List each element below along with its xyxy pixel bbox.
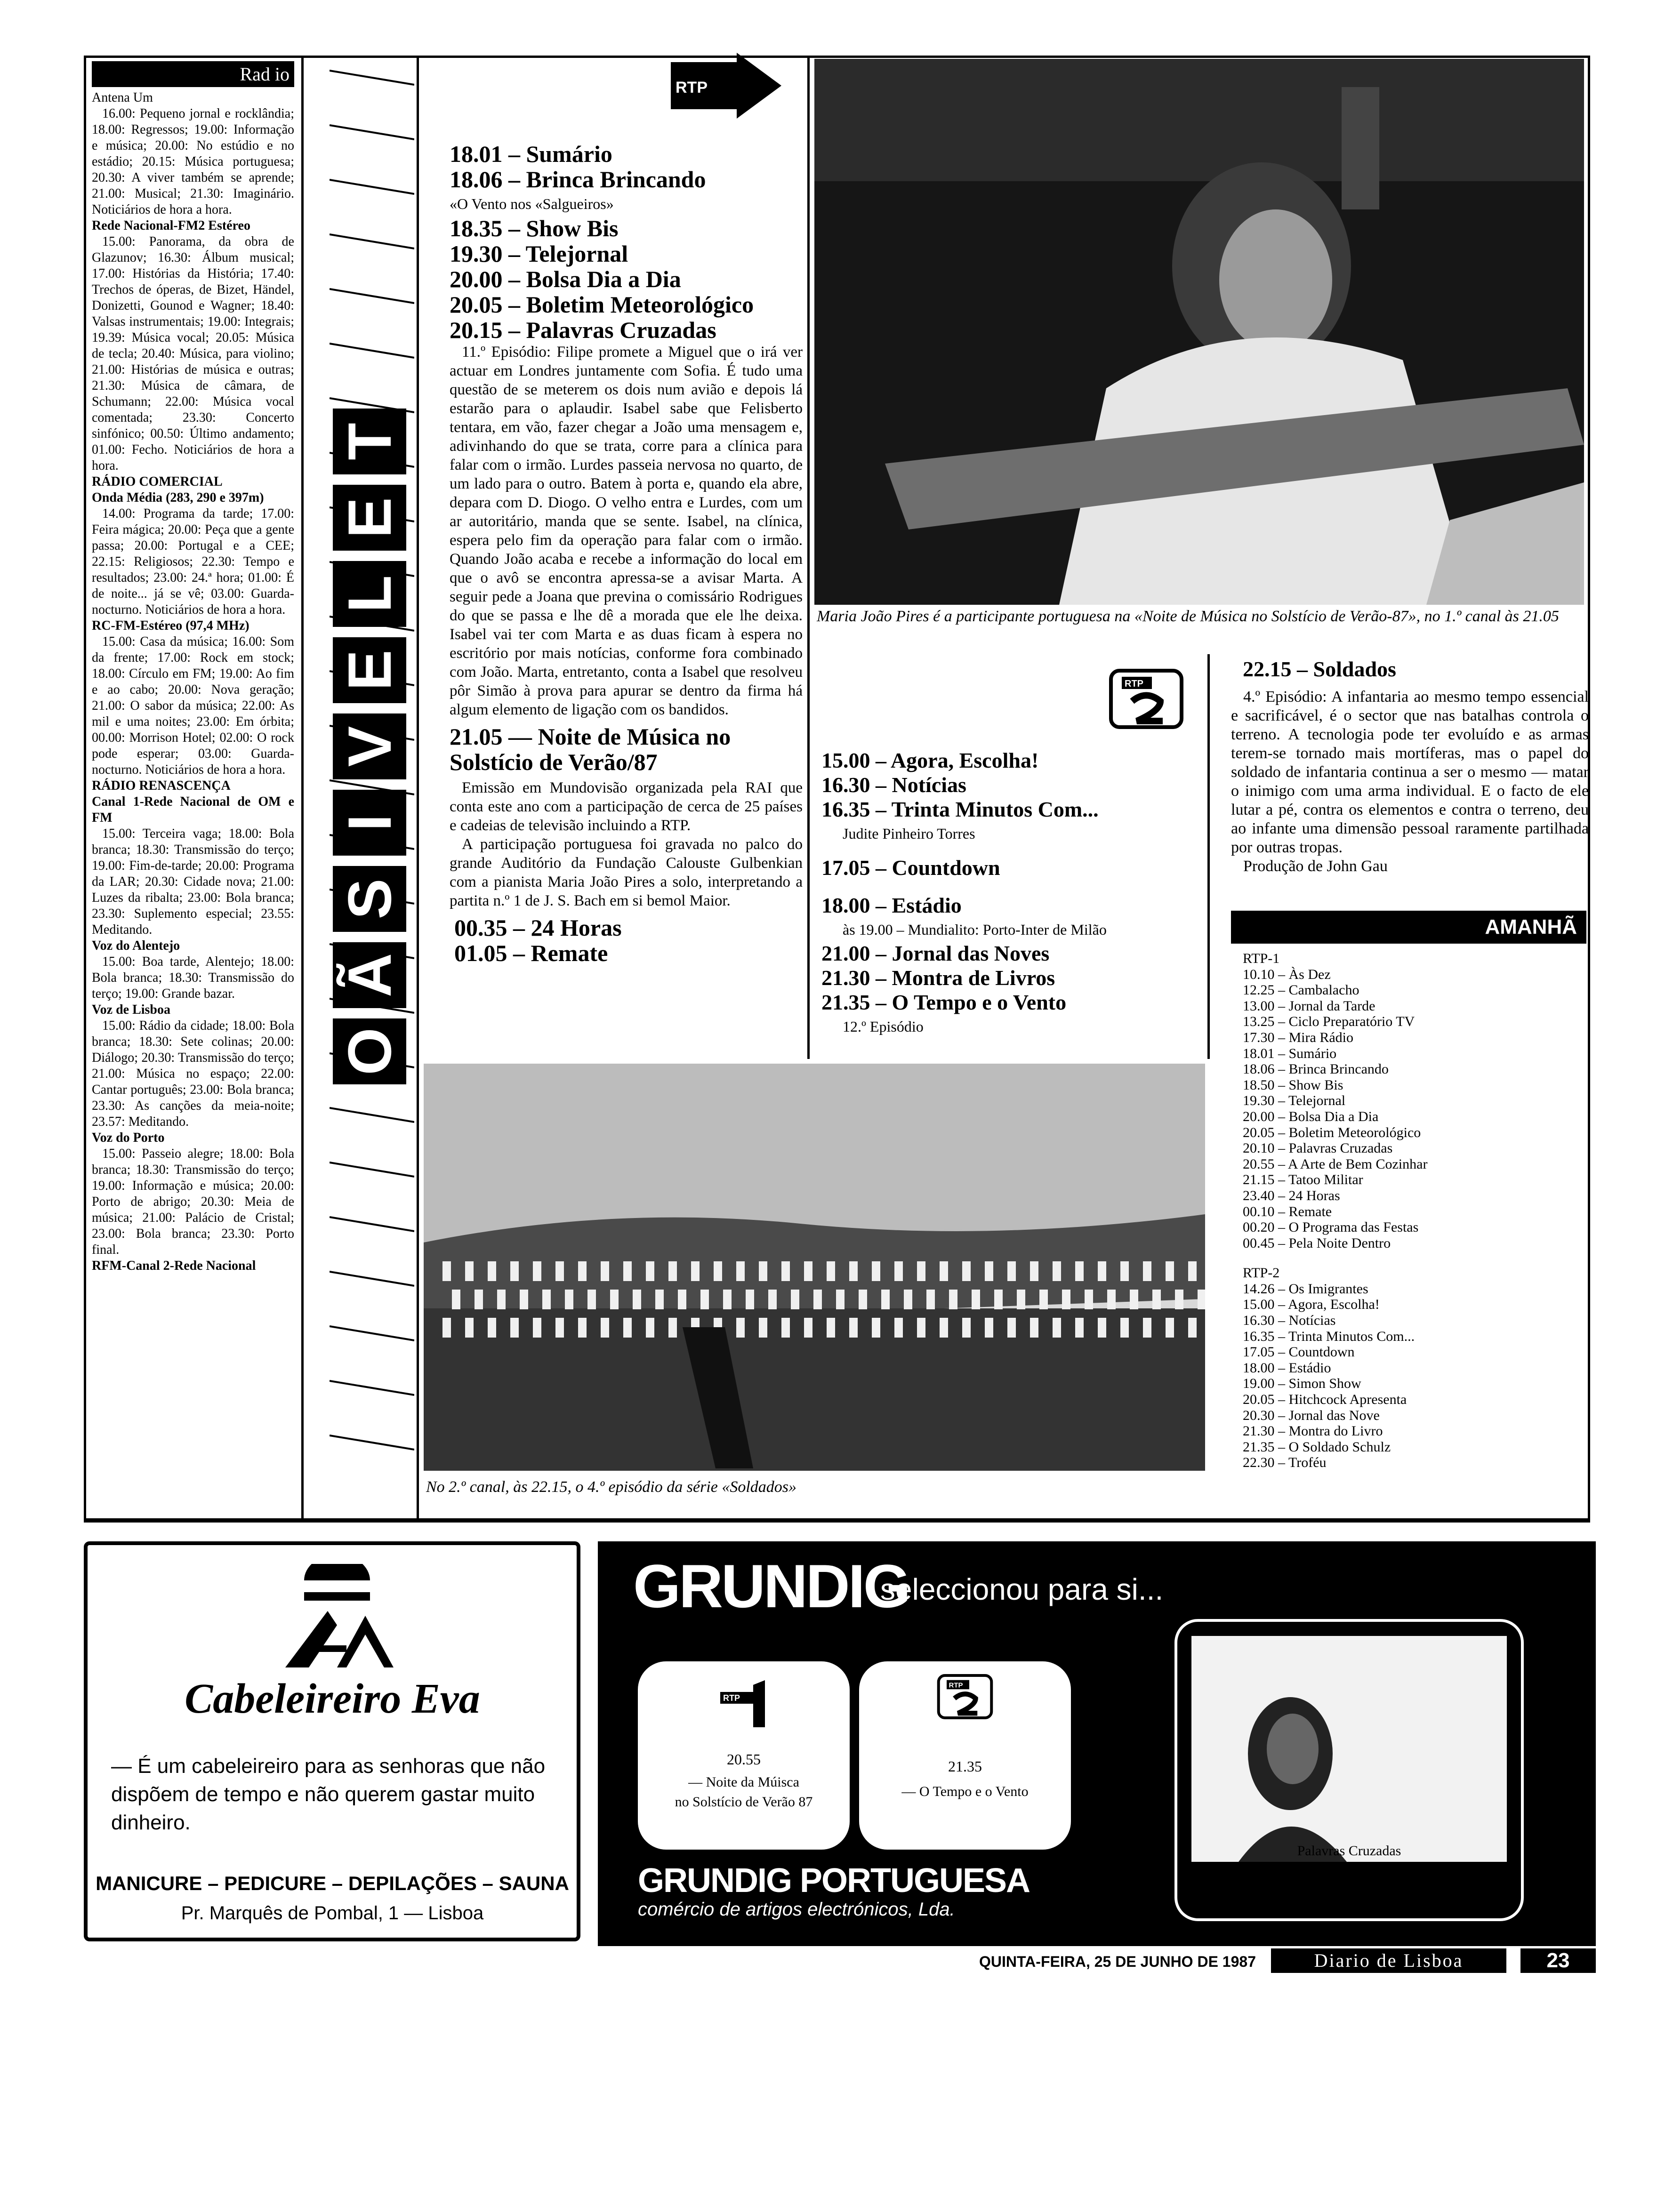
banner-line	[330, 125, 414, 139]
rtp2-program-title: 17.05 – Countdown	[821, 856, 1000, 880]
radio-station-name: RFM-Canal 2-Rede Nacional	[92, 1258, 256, 1273]
soldier-figure	[1198, 1290, 1205, 1309]
soldados-text: 4.º Episódio: A infantaria ao mesmo tempo essencial e sacrificável, é o sector que nas batalhas controla o terreno. A tecnologia pode ter evoluído e as armas terem-se tornado mais mortíferas, mas o papel do soldado de infantaria continua a ser o mesmo — matar o inimigo com uma arma individual. E o facto de ele lutar a pé, contra os elementos e contra o terreno, deu ao infante uma dimensão pessoal raramente partilhada por outras tropas.	[1231, 688, 1589, 856]
banner-line	[330, 234, 414, 248]
soldier-figure	[804, 1318, 812, 1338]
television-banner-letter: S	[333, 866, 406, 932]
soldier-figure	[488, 1318, 496, 1338]
amanha-rtp2-item: 22.30 – Troféu	[1243, 1455, 1327, 1471]
television-banner-letter: E	[333, 637, 406, 703]
amanha-rtp2-items	[1243, 1281, 1572, 1471]
ad-cabeleireiro-eva	[84, 1541, 580, 1941]
noite-musica-p2: A participação portuguesa foi gravada no palco do grande Auditório da Fundação Calouste Gulbenkian com a pianista Maria João Pires a solo, interpretando a partita n.º 1 de J. S. Bach em si bemol Maior.	[450, 836, 803, 909]
banner-line	[330, 1381, 414, 1395]
radio-station-name: RÁDIO COMERCIAL	[92, 474, 223, 489]
amanha-rtp2-item: 18.00 – Estádio	[1243, 1360, 1331, 1376]
photo-soldados	[424, 1064, 1205, 1471]
soldier-figure	[578, 1318, 587, 1338]
soldier-figure	[1120, 1318, 1129, 1338]
soldier-figure	[1175, 1290, 1183, 1309]
radio-station-programs: 14.00: Programa da tarde; 17.00: Feira mágica; 20.00: Peça que a gente passa; 20.00: Portugal e a CEE; 22.15: Religiosos; 22.30: Tempo e resultados; 23.00: 24.ª hora; 01.00: É de noite... já se vê; 03.00: Guarda-nocturno. Noticiários de hora a hora.	[92, 506, 294, 617]
grundig-tv-screen	[1191, 1636, 1507, 1862]
soldier-figure	[678, 1290, 686, 1309]
amanha-rtp2-item: 17.05 – Countdown	[1243, 1344, 1355, 1360]
radio-station-programs: 15.00: Casa da música; 16.00: Som da frente; 17.00: Rock em stock; 18.00: Círculo em FM; 19.00: Ao fim e ao cabo; 20.00: Nova geração; 21.00: O sabor da música; 22.00: As mil e uma noites; 23.00: Em órbita; 00.00: Morrison Hotel; 02.00: O rock pode esperar; 03.00: Guarda-nocturno. Noticiários de hora a hora.	[92, 634, 294, 777]
rtp2-schedule	[821, 748, 1203, 1038]
grundig-box1-line1: — Noite da Múisca	[688, 1774, 799, 1790]
soldier-figure	[1120, 1261, 1129, 1281]
rtp1-schedule	[450, 141, 803, 966]
column-divider	[807, 56, 810, 1059]
rtp2-small-logo	[937, 1671, 993, 1723]
soldier-figure	[859, 1290, 867, 1309]
rtp1-bottom-list	[450, 915, 803, 966]
soldier-figure	[723, 1290, 732, 1309]
soldier-figure	[646, 1261, 654, 1281]
amanha-rtp1-item: 20.10 – Palavras Cruzadas	[1243, 1140, 1393, 1156]
soldier-figure	[926, 1290, 935, 1309]
soldier-figure	[917, 1318, 925, 1338]
soldier-figure	[510, 1318, 519, 1338]
amanha-rtp1-item: 20.55 – A Arte de Bem Cozinhar	[1243, 1156, 1428, 1172]
tv-screen-image	[1191, 1636, 1507, 1862]
rtp2-program-title: 21.00 – Jornal das Noves	[821, 941, 1050, 965]
soldier-figure	[700, 1290, 709, 1309]
rtp1-logo-text: RTP	[676, 79, 708, 96]
amanha-rtp1-item: 20.00 – Bolsa Dia a Dia	[1243, 1108, 1379, 1124]
soldados-section	[1231, 657, 1589, 876]
rtp1-late-program: 00.35 – 24 Horas	[454, 914, 622, 941]
footer-page-number: 23	[1520, 1948, 1596, 1973]
rtp2-program-subtitle: 12.º Episódio	[843, 1018, 924, 1035]
soldier-figure	[985, 1261, 993, 1281]
soldier-figure	[768, 1290, 777, 1309]
soldier-figure	[668, 1318, 677, 1338]
soldier-figure	[940, 1318, 948, 1338]
soldier-figure	[610, 1290, 619, 1309]
radio-station-programs: 16.00: Pequeno jornal e rocklândia; 18.00: Regressos; 19.00: Informação e música; 20.00: No estúdio e no estádio; 20.15: Música portuguesa; 20.30: A viver também se aprende; 21.00: Musical; 21.30: Imaginário. Noticiários de hora a hora.	[92, 106, 294, 217]
grundig-brand: GRUNDIG	[633, 1552, 909, 1620]
amanha-rtp1-item: 12.25 – Cambalacho	[1243, 982, 1359, 998]
banner-line	[330, 1272, 414, 1286]
soldier-figure	[488, 1261, 496, 1281]
rtp1-program-title: 18.35 – Show Bis	[450, 215, 619, 241]
rtp1-program-title: 20.00 – Bolsa Dia a Dia	[450, 266, 681, 292]
soldier-figure	[442, 1318, 451, 1338]
rtp1-top-list	[450, 141, 803, 343]
radio-station-programs: 15.00: Passeio alegre; 18.00: Bola branca; 18.30: Transmissão do terço; 19.00: Informação e música; 20.00: Porto de abrigo; 20.30: Meia de música; 21.00: Palácio de Cristal; 23.00: Bola branca; 23.30: Porto final.	[92, 1146, 294, 1257]
soldier-figure	[962, 1318, 971, 1338]
soldier-figure	[872, 1261, 880, 1281]
soldier-figure	[555, 1318, 564, 1338]
radio-station-programs: 15.00: Panorama, da obra de Glazunov; 16.30: Álbum musical; 17.00: Histórias da História; 17.40: Trechos de óperas, de Bizet, Händel, Donizetti, Gounod e Wagner; 18.40: Valsas instrumentais; 19.00: Integrais; 19.39: Música vocal; 20.05: Música de tecla; 20.40: Música, para violino; 21.00: Histórias de música e outras; 21.30: Música de câmara, de Schumann; 22.00: Música vocal comentada; 23.30: Concerto sinfónico; 00.50: Último andamento; 01.00: Fecho. Noticiários de hora a hora.	[92, 234, 294, 473]
footer-paper-name: Diario de Lisboa	[1271, 1948, 1506, 1973]
rtp1-program-title: 18.06 – Brinca Brincando	[450, 166, 706, 192]
ad-grundig	[598, 1541, 1596, 1946]
svg-text:RTP: RTP	[949, 1681, 963, 1690]
photo1-caption: Maria João Pires é a participante portuguesa na «Noite de Música no Solstício de Verão-87», no 1.º canal às 21.05	[817, 608, 1559, 625]
soldier-figure	[520, 1290, 528, 1309]
soldier-figure	[623, 1261, 632, 1281]
soldier-figure	[1085, 1290, 1093, 1309]
svg-text:RTP: RTP	[723, 1693, 740, 1703]
soldier-figure	[746, 1290, 754, 1309]
soldier-figure	[1039, 1290, 1048, 1309]
soldier-figure	[601, 1261, 609, 1281]
radio-station-name: Voz do Porto	[92, 1130, 165, 1145]
column-divider	[1207, 654, 1210, 1059]
amanha-rtp1-item: 18.06 – Brinca Brincando	[1243, 1061, 1389, 1077]
soldier-figure	[475, 1290, 483, 1309]
television-banner-letter: Ã	[333, 942, 406, 1008]
soldier-figure	[452, 1290, 460, 1309]
soldier-figure	[972, 1290, 980, 1309]
soldier-figure	[872, 1318, 880, 1338]
radio-station-name: RC-FM-Estéreo (97,4 MHz)	[92, 618, 249, 633]
soldados-credit: Produção de John Gau	[1243, 858, 1388, 875]
soldier-figure	[465, 1318, 474, 1338]
soldier-figure	[1152, 1290, 1161, 1309]
soldier-figure	[1166, 1261, 1174, 1281]
rtp1-program-title: 20.15 – Palavras Cruzadas	[450, 317, 716, 343]
rtp2-program-subtitle: às 19.00 – Mundialito: Porto-Inter de Milão	[843, 921, 1107, 938]
soldier-figure	[668, 1261, 677, 1281]
soldier-figure	[1075, 1318, 1084, 1338]
column-divider	[417, 56, 419, 1520]
television-banner-letter: T	[333, 409, 406, 474]
television-banner-letter: E	[333, 485, 406, 551]
grundig-box-rtp2	[859, 1661, 1071, 1850]
soldier-figure	[633, 1290, 641, 1309]
amanha-rtp1-item: 00.45 – Pela Noite Dentro	[1243, 1235, 1391, 1251]
amanha-rtp2-item: 20.05 – Hitchcock Apresenta	[1243, 1392, 1407, 1408]
soldier-figure	[849, 1261, 858, 1281]
amanha-rtp2-item: 16.35 – Trinta Minutos Com...	[1243, 1328, 1415, 1344]
soldier-figure	[985, 1318, 993, 1338]
grundig-box1-line2: no Solstício de Verão 87	[675, 1794, 813, 1810]
radio-column	[92, 61, 294, 1515]
amanha-rtp1-item: 19.30 – Telejornal	[1243, 1093, 1346, 1109]
eva-text: — É um cabeleireiro para as senhoras que não dispõem de tempo e não querem gastar muito dinheiro.	[111, 1755, 546, 1834]
footer-date: QUINTA-FEIRA, 25 DE JUNHO DE 1987	[979, 1953, 1256, 1970]
noite-musica-p1: Emissão em Mundovisão organizada pela RAI que conta este ano com a participação de cerca de 25 países e cadeias de televisão incluindo a RTP.	[450, 779, 803, 834]
soldier-figure	[804, 1261, 812, 1281]
radio-station-name: Voz do Alentejo	[92, 938, 180, 953]
grundig-box-rtp1	[638, 1661, 850, 1850]
soldier-figure	[1130, 1290, 1138, 1309]
amanha-rtp1-item: 13.00 – Jornal da Tarde	[1243, 998, 1375, 1014]
grundig-company: GRUNDIG PORTUGUESA	[638, 1862, 1030, 1899]
soldier-figure	[1053, 1261, 1061, 1281]
radio-station-name: Onda Média (283, 290 e 397m)	[92, 490, 264, 505]
amanha-rtp1-item: 20.05 – Boletim Meteorológico	[1243, 1124, 1421, 1140]
amanha-rtp1-item: 21.15 – Tatoo Militar	[1243, 1172, 1363, 1188]
amanha-rtp2-label: RTP-2	[1243, 1265, 1280, 1281]
soldier-figure	[542, 1290, 551, 1309]
amanha-rtp1-item: 10.10 – Às Dez	[1243, 966, 1331, 982]
noite-musica-title: 21.05 — Noite de Música no Solstício de Verão/87	[450, 723, 731, 775]
soldier-figure	[1062, 1290, 1070, 1309]
banner-line	[330, 1435, 414, 1450]
soldier-figure	[917, 1261, 925, 1281]
soldier-figure	[836, 1290, 845, 1309]
soldier-figure	[1075, 1261, 1084, 1281]
frame-bottom-rule	[84, 1518, 1590, 1521]
soldier-figure	[655, 1290, 664, 1309]
palavras-cruzadas-synopsis: 11.º Episódio: Filipe promete a Miguel que o irá ver actuar em Londres juntamente com Sofia. É tudo uma questão de se meterem os dois num avião e depois lá estarão para o aplaudir. Isabel sabe que Felisberto tentara, em vão, fazer chegar a João uma mensagem e, adivinhando do que se trata, corre para a clínica para falar com o irmão. Lurdes passeia nervosa no quarto, de um lado para o outro. Batem à porta e, quando ela abre, depara com D. Diogo. O velho entra e Lurdes, com um ar autoritário, manda que se sente. Isabel, na clínica, espera pelo fim da operação para falar com o irmão. Quando João acaba e recebe a informação do local em que o avô se encontra apressa-se a avisar Marta. A seguir pede a Joana que previna o comissário Rodrigues do que se passa e lhe dê a morada que ele lhe deixa. Isabel vai ter com Marta e as duas ficam à espera no escritório por mais notícias, conforme fora combinado com João. Marta, entretanto, conta a Isabel que resolveu pôr Simão à prova para apurar se dentro da firma há algum elemento de ligação com os bandidos.	[450, 344, 803, 718]
amanha-rtp1-item: 17.30 – Mira Rádio	[1243, 1029, 1353, 1045]
svg-text:RTP: RTP	[1125, 679, 1143, 689]
eva-address: Pr. Marquês de Pombal, 1 — Lisboa	[181, 1903, 484, 1923]
photo-maria-joao-pires	[814, 59, 1584, 605]
radio-header: Rad io	[92, 61, 294, 87]
radio-station-name: RÁDIO RENASCENÇA	[92, 778, 231, 793]
soldier-figure	[736, 1261, 745, 1281]
grundig-box1-time: 20.55	[727, 1751, 761, 1768]
soldados-title: 22.15 – Soldados	[1243, 657, 1396, 681]
page-footer	[979, 1948, 1596, 1977]
amanha-rtp1-label: RTP-1	[1243, 951, 1280, 966]
amanha-rtp2-item: 21.30 – Montra do Livro	[1243, 1423, 1383, 1439]
television-banner-letter: V	[333, 713, 406, 779]
column-divider	[301, 56, 304, 1520]
rtp2-logo	[1109, 668, 1184, 729]
soldier-figure	[691, 1261, 700, 1281]
radio-station-programs: 15.00: Rádio da cidade; 18.00: Bola branca; 18.30: Sete colinas; 20.00: Diálogo; 20.30: Transmissão do terço; 21.00: Música no espaço; 22.00: Cantar português; 23.00: Bola branca; 23.30: As canções da meia-noite; 23.57: Meditando.	[92, 1018, 294, 1129]
amanha-rtp1-item: 00.10 – Remate	[1243, 1203, 1332, 1219]
soldier-figure	[442, 1261, 451, 1281]
banner-line	[330, 71, 414, 85]
soldier-figure	[1007, 1318, 1016, 1338]
grundig-company-sub: comércio de artigos electrónicos, Lda.	[638, 1899, 955, 1920]
soldier-figure	[849, 1318, 858, 1338]
soldier-figure	[646, 1318, 654, 1338]
rtp2-program-title: 15.00 – Agora, Escolha!	[821, 748, 1039, 772]
soldier-figure	[1098, 1261, 1106, 1281]
soldier-figure	[1030, 1261, 1038, 1281]
soldier-figure	[894, 1261, 903, 1281]
soldier-figure	[894, 1318, 903, 1338]
banner-line	[330, 289, 414, 303]
radio-station-name: Canal 1-Rede Nacional de OM e FM	[92, 794, 294, 825]
radio-station-name: Rede Nacional-FM2 Estéreo	[92, 218, 250, 233]
soldier-figure	[1030, 1318, 1038, 1338]
soldier-figure	[587, 1290, 596, 1309]
soldier-figure	[1143, 1318, 1151, 1338]
rtp2-program-title: 16.30 – Notícias	[821, 773, 966, 797]
soldier-figure	[1166, 1318, 1174, 1338]
soldier-figure	[813, 1290, 822, 1309]
soldier-figure	[827, 1261, 835, 1281]
soldier-figure	[1143, 1261, 1151, 1281]
rtp1-program-title: 20.05 – Boletim Meteorológico	[450, 291, 754, 318]
soldier-figure	[1007, 1261, 1016, 1281]
soldier-figure	[623, 1318, 632, 1338]
rtp2-program-title: 16.35 – Trinta Minutos Com...	[821, 797, 1099, 821]
amanha-rtp2-item: 20.30 – Jornal das Nove	[1243, 1407, 1380, 1423]
soldier-figure	[533, 1318, 541, 1338]
soldier-figure	[1188, 1318, 1197, 1338]
grundig-box2-time: 21.35	[948, 1758, 982, 1775]
amanha-rtp2-item: 21.35 – O Soldado Schulz	[1243, 1439, 1391, 1455]
amanha-rtp1-item: 23.40 – 24 Horas	[1243, 1187, 1340, 1203]
radio-station-name: Voz de Lisboa	[92, 1002, 171, 1017]
rtp1-program-title: 19.30 – Telejornal	[450, 240, 628, 267]
radio-listings	[92, 90, 294, 1274]
soldier-figure	[465, 1261, 474, 1281]
soldier-figure	[1017, 1290, 1025, 1309]
amanha-rtp1-item: 13.25 – Ciclo Preparatório TV	[1243, 1014, 1415, 1030]
soldier-figure	[578, 1261, 587, 1281]
soldier-figure	[1098, 1318, 1106, 1338]
soldier-figure	[994, 1290, 1003, 1309]
soldier-figure	[736, 1318, 745, 1338]
soldier-figure	[510, 1261, 519, 1281]
banner-line	[330, 1162, 414, 1177]
rtp2-program-title: 21.30 – Montra de Livros	[821, 966, 1055, 990]
amanha-header: AMANHÃ	[1231, 911, 1586, 944]
television-banner-letter: I	[333, 790, 406, 856]
rtp1-late-program: 01.05 – Remate	[454, 940, 608, 966]
television-banner	[337, 405, 402, 1139]
soldier-figure	[555, 1261, 564, 1281]
rtp1-logo	[666, 53, 784, 123]
radio-station-programs: 15.00: Boa tarde, Alentejo; 18.00: Bola branca; 18.30: Transmissão do terço; 19.00: Grande bazar.	[92, 954, 294, 1001]
rtp2-program-subtitle: Judite Pinheiro Torres	[843, 825, 975, 842]
banner-line	[330, 1326, 414, 1340]
amanha-rtp1-items	[1243, 967, 1572, 1251]
soldier-figure	[962, 1261, 971, 1281]
soldier-figure	[940, 1261, 948, 1281]
soldier-figure	[904, 1290, 912, 1309]
soldier-figure	[791, 1290, 799, 1309]
banner-line	[330, 180, 414, 194]
soldier-figure	[565, 1290, 573, 1309]
soldier-figure	[497, 1290, 506, 1309]
grundig-box2-line1: — O Tempo e o Vento	[901, 1784, 1029, 1799]
soldier-figure	[714, 1261, 722, 1281]
soldier-figure	[601, 1318, 609, 1338]
grundig-tv-caption: Palavras Cruzadas	[1297, 1843, 1401, 1859]
rtp2-program-title: 21.35 – O Tempo e o Vento	[821, 990, 1067, 1014]
rtp1-program-title: 18.01 – Sumário	[450, 141, 612, 167]
soldier-figure	[1053, 1318, 1061, 1338]
amanha-rtp2-item: 19.00 – Simon Show	[1243, 1376, 1361, 1392]
amanha-rtp1-item: 00.20 – O Programa das Festas	[1243, 1219, 1419, 1235]
grundig-tv-set	[1174, 1619, 1524, 1921]
soldier-figure	[949, 1290, 957, 1309]
television-banner-letter: L	[333, 561, 406, 627]
grundig-tagline: seleccionou para si...	[880, 1572, 1164, 1606]
soldier-figure	[759, 1261, 767, 1281]
soldier-figure	[827, 1318, 835, 1338]
banner-line	[330, 344, 414, 358]
television-banner-letter: O	[333, 1018, 406, 1084]
amanha-list	[1243, 951, 1572, 1471]
amanha-rtp2-item: 15.00 – Agora, Escolha!	[1243, 1297, 1380, 1313]
soldier-figure	[781, 1261, 790, 1281]
eva-logo	[276, 1564, 398, 1672]
radio-station-programs: 15.00: Terceira vaga; 18.00: Bola branca; 18.30: Transmissão do terço; 19.00: Fim-de-tarde; 20.00: Programa da LAR; 20.30: Cidade nova; 21.00: Luzes da ribalta; 23.00: Bola branca; 23.30: Suplemento especial; 23.55: Meditando.	[92, 826, 294, 937]
amanha-rtp2-item: 14.26 – Os Imigrantes	[1243, 1281, 1368, 1297]
photo2-caption: No 2.º canal, às 22.15, o 4.º episódio da série «Soldados»	[426, 1478, 797, 1496]
banner-line	[330, 1217, 414, 1231]
radio-station-name: Antena Um	[92, 90, 153, 105]
soldier-figure	[1107, 1290, 1116, 1309]
amanha-rtp2-item: 16.30 – Notícias	[1243, 1313, 1336, 1329]
rtp2-program-title: 18.00 – Estádio	[821, 893, 962, 917]
soldier-figure	[1188, 1261, 1197, 1281]
soldier-figure	[781, 1318, 790, 1338]
eva-services: MANICURE – PEDICURE – DEPILAÇÕES – SAUNA	[96, 1872, 569, 1894]
soldier-figure	[881, 1290, 890, 1309]
soldier-figure	[533, 1261, 541, 1281]
amanha-rtp1-item: 18.01 – Sumário	[1243, 1045, 1337, 1061]
rtp1-program-subtitle: «O Vento nos «Salgueiros»	[450, 195, 614, 212]
soldier-figure	[759, 1318, 767, 1338]
eva-title: Cabeleireiro Eva	[185, 1675, 480, 1722]
rtp1-small-logo	[720, 1680, 772, 1727]
amanha-rtp1-item: 18.50 – Show Bis	[1243, 1077, 1343, 1093]
